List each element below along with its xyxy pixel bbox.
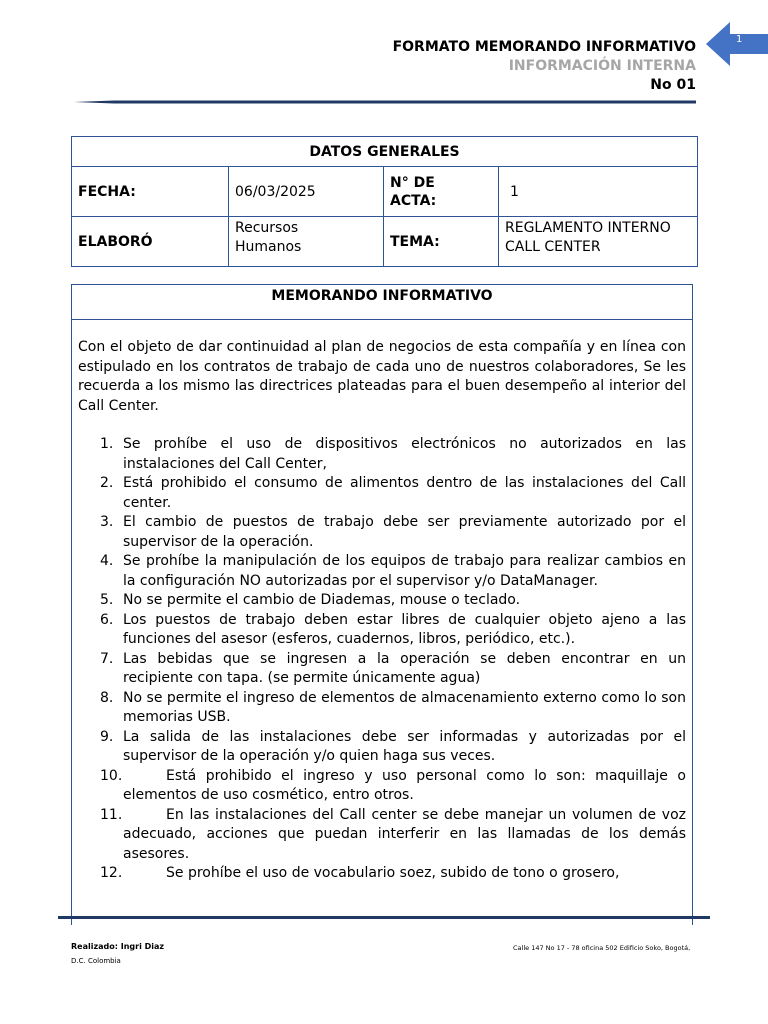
list-item — [78, 591, 686, 611]
elaboro-label: ELABORÓ — [72, 217, 229, 267]
document-number: No 01 — [650, 77, 696, 93]
tema-label: TEMA: — [384, 217, 499, 267]
list-item — [78, 864, 686, 884]
list-item-text: No se permite el cambio de Diademas, mouse o teclado. — [123, 592, 521, 608]
footer-author: Realizado: Ingri Diaz — [71, 942, 165, 951]
acta-label-line1: N° DE — [390, 174, 435, 191]
acta-label-line2: ACTA: — [390, 192, 437, 209]
page-number-badge — [706, 22, 768, 66]
list-item-number: 10. — [100, 767, 123, 784]
list-item-text: Está prohibido el ingreso y uso personal como lo son: maquillaje o elementos de uso cosmético, entro otros. — [123, 767, 686, 803]
list-item — [78, 806, 686, 865]
elaboro-value — [229, 217, 384, 267]
list-item-number: 1. — [100, 436, 114, 452]
acta-value: 1 — [499, 167, 698, 217]
list-item-text: Se prohíbe el uso de vocabulario soez, subido de tono o grosero, — [166, 865, 620, 881]
elaboro-value-line1: Recursos — [235, 220, 299, 236]
memo-heading: MEMORANDO INFORMATIVO — [72, 285, 692, 320]
document-subtitle: INFORMACIÓN INTERNA — [508, 58, 696, 74]
acta-label — [384, 167, 499, 217]
list-item-text: En las instalaciones del Call center se debe manejar un volumen de voz adecuado, acciones que puedan interferir en las llamadas de los demás asesores. — [123, 806, 686, 862]
list-item-text: Se prohíbe la manipulación de los equipos de trabajo para realizar cambios en la configuración NO autorizadas por el supervisor y/o DataManager. — [123, 553, 686, 589]
fecha-value: 06/03/2025 — [229, 167, 384, 217]
list-item — [78, 689, 686, 728]
header-rule — [74, 100, 696, 104]
list-item-number: 4. — [100, 553, 114, 569]
fecha-label: FECHA: — [72, 167, 229, 217]
document-header — [393, 38, 696, 95]
tema-value-line1: REGLAMENTO INTERNO — [505, 220, 671, 236]
tema-value-line2: CALL CENTER — [505, 239, 601, 255]
list-item-number: 2. — [100, 475, 114, 491]
rules-list — [78, 435, 686, 884]
list-item-number: 6. — [100, 611, 114, 628]
elaboro-value-line2: Humanos — [235, 239, 302, 255]
list-item-number: 12. — [100, 865, 123, 881]
general-data-caption: DATOS GENERALES — [72, 137, 698, 167]
list-item-text: El cambio de puestos de trabajo debe ser previamente autorizado por el supervisor de la operación. — [123, 514, 686, 550]
footer-left — [71, 942, 164, 965]
list-item-text: La salida de las instalaciones debe ser informadas y autorizadas por el supervisor de la operación y/o quien haga sus veces. — [123, 728, 686, 764]
footer-address: Calle 147 No 17 - 78 oficina 502 Edificio Soko, Bogotá, — [513, 944, 691, 952]
list-item-text: Está prohibido el consumo de alimentos dentro de las instalaciones del Call center. — [123, 475, 686, 511]
memo-intro: Con el objeto de dar continuidad al plan de negocios de esta compañía y en línea con estipulado en los contratos de trabajo de cada uno de nuestros colaboradores, Se les recuerda a los mismo las directrices plateadas para el buen desempeño al interior del Call Center. — [78, 339, 686, 414]
tema-value — [499, 217, 698, 267]
memo-box — [71, 284, 693, 925]
list-item — [78, 650, 686, 689]
list-item-text: Se prohíbe el uso de dispositivos electrónicos no autorizados en las instalaciones del Call Center, — [123, 436, 686, 472]
list-item-number: 8. — [100, 689, 114, 706]
list-item — [78, 513, 686, 552]
document-title: FORMATO MEMORANDO INFORMATIVO — [392, 39, 696, 55]
list-item — [78, 552, 686, 591]
list-item-number: 7. — [100, 650, 114, 667]
list-item-number: 3. — [100, 514, 114, 530]
list-item-text: No se permite el ingreso de elementos de almacenamiento externo como lo son memorias USB. — [123, 689, 686, 725]
list-item — [78, 611, 686, 650]
memo-body — [72, 320, 692, 884]
list-item — [78, 728, 686, 767]
list-item-text: Las bebidas que se ingresen a la operación se deben encontrar en un recipiente con tapa. (se permite únicamente agua) — [123, 650, 686, 686]
footer-rule — [58, 916, 710, 919]
list-item — [78, 435, 686, 474]
list-item-text: Los puestos de trabajo deben estar libres de cualquier objeto ajeno a las funciones del asesor (esferos, cuadernos, libros, periódico, etc.). — [123, 611, 686, 647]
list-item-number: 5. — [100, 592, 114, 608]
page-number: 1 — [736, 34, 743, 45]
list-item — [78, 474, 686, 513]
footer-city: D.C. Colombia — [71, 957, 121, 965]
list-item — [78, 767, 686, 806]
list-item-number: 11. — [100, 806, 123, 823]
general-data-table — [71, 136, 698, 267]
list-item-number: 9. — [100, 728, 114, 745]
